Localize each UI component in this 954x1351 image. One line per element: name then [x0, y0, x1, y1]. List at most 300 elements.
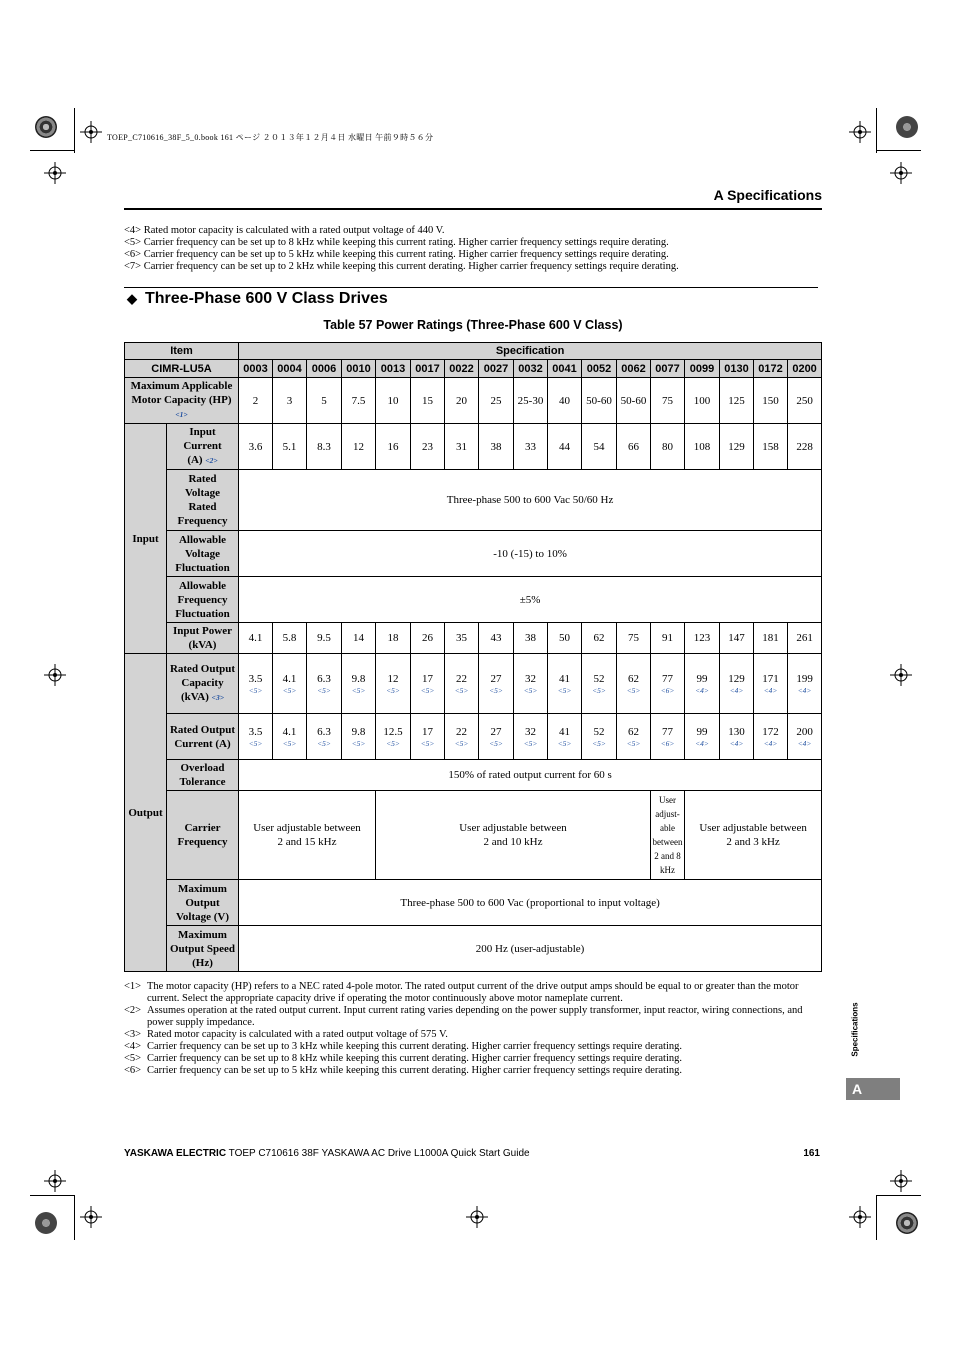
- footnote-ref: <5>: [557, 686, 572, 695]
- cell-value: 12: [387, 673, 399, 685]
- cell-value: 181: [762, 632, 779, 644]
- cell-value: 91: [662, 632, 673, 644]
- model-code: 0027: [479, 360, 514, 378]
- output-current-label: Rated Output Current (A): [167, 714, 239, 760]
- footnote-text: Carrier frequency can be set up to 5 kHz while keeping this current derating. Higher carrier frequency settings require derating.: [147, 1065, 682, 1076]
- cell-value: 22: [456, 726, 467, 738]
- motor-capacity-cell: [479, 378, 514, 424]
- cell-value: 50-60: [620, 394, 647, 407]
- note-line: <4> Rated motor capacity is calculated with a rated output voltage of 440 V.: [124, 225, 445, 236]
- footnote-text: Assumes operation at the rated output current. Input current rating varies depending on the power supply transformer, input reactor, wiring connections, and power supply impedance.: [147, 1005, 803, 1028]
- model-code: 0004: [273, 360, 307, 378]
- output-current-cell: [307, 714, 342, 760]
- cell-value: 33: [525, 440, 536, 453]
- cell-value: 27: [490, 673, 502, 685]
- section-header: A Specifications: [713, 187, 822, 203]
- footnote-ref: <5>: [626, 686, 641, 695]
- footer-doc: TOEP C710616 38F YASKAWA AC Drive L1000A Quick Start Guide: [228, 1148, 530, 1159]
- output-current-cell: [273, 714, 307, 760]
- motor-capacity-cell: [651, 378, 685, 424]
- footnote-ref: <6>: [660, 686, 675, 695]
- input-current-cell: [617, 424, 651, 470]
- footnote-tag: <6>: [124, 1065, 142, 1076]
- cell-value: 5: [321, 394, 327, 407]
- input-power-cell: [548, 623, 582, 654]
- cell-value: 62: [628, 673, 639, 685]
- cell-value: 41: [559, 726, 570, 738]
- footnote-ref: <5>: [454, 739, 469, 748]
- input-power-label: Input Power (kVA): [167, 623, 239, 654]
- output-current-cell: [788, 714, 822, 760]
- chapter-tab: A: [846, 1078, 900, 1100]
- cell-value: 4.1: [282, 726, 297, 738]
- footnote-ref: <1>: [175, 410, 188, 419]
- voltage-fluctuation-label: Allowable Voltage Fluctuation: [167, 531, 239, 577]
- cell-value: 25: [490, 394, 502, 407]
- input-current-cell: [479, 424, 514, 470]
- footnote-ref: <5>: [626, 739, 641, 748]
- cell-value: 35: [456, 632, 467, 644]
- cell-value: 4.1: [248, 632, 263, 644]
- cell-value: 50-60: [586, 394, 612, 407]
- model-code: 0006: [307, 360, 342, 378]
- cell-value: 10: [387, 394, 399, 407]
- footnote-ref: <5>: [420, 739, 435, 748]
- cell-value: 77: [662, 673, 673, 685]
- cell-value: 26: [422, 632, 433, 644]
- output-current-cell: [445, 714, 479, 760]
- cell-value: 150: [762, 394, 779, 407]
- crop-mark: [876, 108, 877, 153]
- model-code: 0130: [720, 360, 754, 378]
- output-current-cell: [582, 714, 617, 760]
- cell-value: 25-30: [517, 394, 544, 407]
- output-current-cell: [376, 714, 411, 760]
- model-code: 0099: [685, 360, 720, 378]
- output-current-cell: [548, 714, 582, 760]
- footnote: [124, 1053, 824, 1065]
- page-number: 161: [803, 1148, 820, 1159]
- cell-value: 6.3: [317, 726, 331, 738]
- header-rule: [124, 208, 822, 210]
- output-current-cell: [342, 714, 376, 760]
- frequency-fluctuation-label: Allowable Frequency Fluctuation: [167, 577, 239, 623]
- color-bar-disc: [896, 116, 918, 138]
- output-capacity-cell: [582, 654, 617, 714]
- cell-value: 5.8: [282, 632, 297, 644]
- cell-value: 75: [628, 632, 639, 644]
- cell-value: 77: [662, 726, 673, 738]
- footnote-ref: <5>: [351, 686, 366, 695]
- footnote-ref: <5>: [248, 686, 263, 695]
- motor-capacity-cell: [754, 378, 788, 424]
- input-power-cell: [479, 623, 514, 654]
- footnote-ref: <2>: [205, 456, 218, 465]
- footnote-ref: <5>: [592, 686, 606, 695]
- cell-value: 40: [559, 394, 570, 407]
- output-current-cell: [411, 714, 445, 760]
- input-group-label: Input: [125, 424, 167, 654]
- note-line: <6> Carrier frequency can be set up to 5 kHz while keeping this current rating. Higher carrier frequency settings require derating.: [124, 249, 669, 260]
- model-code: 0172: [754, 360, 788, 378]
- cell-value: 199: [796, 673, 813, 685]
- model-code: 0062: [617, 360, 651, 378]
- carrier-range-text: User adjustable between: [459, 822, 567, 834]
- footnote-tag: <2>: [124, 1005, 142, 1016]
- cell-value: 172: [762, 726, 779, 738]
- page-footer: [124, 1148, 820, 1159]
- registration-target-icon: [890, 664, 912, 686]
- output-capacity-cell: [307, 654, 342, 714]
- registration-target-icon: [849, 1206, 871, 1228]
- cell-value: 3.5: [248, 726, 263, 738]
- crop-mark: [876, 1195, 921, 1196]
- table-caption: Table 57 Power Ratings (Three-Phase 600 V Class): [323, 318, 623, 332]
- footnote-tag: <1>: [124, 981, 142, 992]
- diamond-bullet-icon: ◆: [127, 291, 137, 306]
- row-label: Rated Frequency: [177, 501, 228, 527]
- input-current-cell: [307, 424, 342, 470]
- footnote-ref: <5>: [317, 739, 331, 748]
- cell-value: 8.3: [317, 440, 331, 453]
- footnote-ref: <5>: [420, 686, 435, 695]
- cell-value: 66: [628, 440, 639, 453]
- input-current-cell: [411, 424, 445, 470]
- input-power-cell: [617, 623, 651, 654]
- footnote-ref: <5>: [282, 686, 297, 695]
- input-power-cell: [342, 623, 376, 654]
- output-capacity-cell: [685, 654, 720, 714]
- footnote-ref: <5>: [282, 739, 297, 748]
- cell-value: 2: [252, 394, 259, 407]
- cell-value: 108: [693, 440, 711, 453]
- footnotes: [124, 981, 824, 1077]
- footnote-tag: <3>: [124, 1029, 142, 1040]
- input-current-cell: [514, 424, 548, 470]
- output-capacity-cell: [411, 654, 445, 714]
- cell-value: 14: [353, 632, 364, 644]
- cell-value: 50: [559, 632, 570, 644]
- output-current-cell: [685, 714, 720, 760]
- cell-value: 32: [525, 726, 536, 738]
- motor-capacity-cell: [514, 378, 548, 424]
- note-line: <7> Carrier frequency can be set up to 2 kHz while keeping this current derating. Higher carrier frequency settings require derating.: [124, 261, 679, 272]
- output-capacity-cell: [720, 654, 754, 714]
- row-label: Maximum Applicable Motor Capacity (HP): [130, 380, 233, 406]
- cell-value: 250: [796, 394, 813, 407]
- cell-value: 75: [662, 394, 673, 407]
- input-power-cell: [651, 623, 685, 654]
- input-current-label: [167, 424, 239, 470]
- row-label: Rated Voltage: [184, 473, 221, 499]
- output-capacity-cell: [514, 654, 548, 714]
- model-code: 0032: [514, 360, 548, 378]
- crop-mark: [30, 1195, 75, 1196]
- cell-value: 22: [456, 673, 467, 685]
- input-power-cell: [754, 623, 788, 654]
- cell-value: 228: [796, 440, 813, 453]
- motor-capacity-cell: [617, 378, 651, 424]
- footnote: [124, 1005, 824, 1029]
- footnote-ref: <5>: [386, 686, 400, 695]
- output-current-cell: [754, 714, 788, 760]
- motor-capacity-cell: [582, 378, 617, 424]
- model-code: 0200: [788, 360, 822, 378]
- color-bar-disc: [896, 1212, 918, 1234]
- cell-value: 123: [693, 632, 711, 644]
- cell-value: 147: [728, 632, 745, 644]
- cell-value: 44: [559, 440, 570, 453]
- output-current-cell: [720, 714, 754, 760]
- footnote-ref: <5>: [248, 739, 263, 748]
- input-power-cell: [514, 623, 548, 654]
- cell-value: 7.5: [351, 394, 366, 407]
- cell-value: 80: [662, 440, 673, 453]
- cell-value: 125: [728, 394, 745, 407]
- rated-voltage-label: [167, 470, 239, 531]
- color-bar-disc: [35, 116, 57, 138]
- footnote-ref: <4>: [763, 739, 778, 748]
- registration-target-icon: [44, 162, 66, 184]
- carrier-range-2-15: [239, 791, 376, 880]
- color-bar-disc: [35, 1212, 57, 1234]
- spec-header: Specification: [239, 343, 822, 360]
- section-title: [127, 290, 388, 308]
- crop-mark: [30, 150, 75, 151]
- footnote: [124, 1065, 824, 1077]
- input-current-cell: [685, 424, 720, 470]
- cell-value: 62: [628, 726, 639, 738]
- registration-target-icon: [890, 1170, 912, 1192]
- carrier-range-text: kHz: [660, 865, 675, 875]
- registration-target-icon: [80, 121, 102, 143]
- motor-capacity-cell: [376, 378, 411, 424]
- cell-value: 5.1: [282, 440, 297, 453]
- cell-value: 38: [525, 632, 536, 644]
- input-power-cell: [720, 623, 754, 654]
- carrier-range-text: User adjustable between: [253, 822, 361, 834]
- crop-mark: [74, 1195, 75, 1240]
- item-header: Item: [125, 343, 239, 360]
- carrier-range-text: 2 and 10 kHz: [483, 836, 543, 848]
- output-current-cell: [479, 714, 514, 760]
- input-current-cell: [548, 424, 582, 470]
- model-code: 0003: [239, 360, 273, 378]
- crop-mark: [74, 108, 75, 153]
- carrier-range-text: User adjustable between: [699, 822, 807, 834]
- cell-value: 3.5: [248, 673, 263, 685]
- footnote: [124, 981, 824, 1005]
- cell-value: 100: [693, 394, 711, 407]
- output-group-label: Output: [125, 654, 167, 972]
- motor-capacity-cell: [307, 378, 342, 424]
- input-power-cell: [445, 623, 479, 654]
- cell-value: 17: [422, 726, 433, 738]
- input-current-cell: [342, 424, 376, 470]
- cell-value: 99: [696, 673, 708, 685]
- footnote-tag: <5>: [124, 1053, 142, 1064]
- voltage-fluctuation-value: -10 (-15) to 10%: [239, 531, 822, 577]
- output-capacity-cell: [342, 654, 376, 714]
- cell-value: 23: [422, 440, 433, 453]
- print-meta-line: TOEP_C710616_38F_5_0.book 161 ページ ２０１３年１２月４日 水曜日 午前９時５６分: [107, 133, 434, 142]
- top-notes: [124, 225, 679, 273]
- input-current-cell: [582, 424, 617, 470]
- motor-capacity-cell: [273, 378, 307, 424]
- model-code: 0010: [342, 360, 376, 378]
- model-code: 0077: [651, 360, 685, 378]
- input-power-cell: [685, 623, 720, 654]
- row-label: Rated Output Capacity (kVA): [169, 663, 236, 703]
- footnote-ref: <5>: [523, 686, 538, 695]
- carrier-range-text: able: [660, 823, 675, 833]
- output-capacity-cell: [273, 654, 307, 714]
- output-current-cell: [514, 714, 548, 760]
- cell-value: 158: [762, 440, 779, 453]
- overload-label: Overload Tolerance: [167, 760, 239, 791]
- cell-value: 6.3: [317, 673, 331, 685]
- footnote-ref: <5>: [592, 739, 606, 748]
- input-power-cell: [307, 623, 342, 654]
- motor-capacity-cell: [239, 378, 273, 424]
- footnote-text: Carrier frequency can be set up to 8 kHz while keeping this current derating. Higher carrier frequency settings require derating.: [147, 1053, 682, 1064]
- registration-target-icon: [890, 162, 912, 184]
- cell-value: 200: [796, 726, 813, 738]
- carrier-range-text: 2 and 3 kHz: [726, 836, 780, 848]
- registration-target-icon: [44, 664, 66, 686]
- footnote-ref: <5>: [557, 739, 572, 748]
- registration-target-icon: [80, 1206, 102, 1228]
- carrier-range-text: between: [652, 837, 683, 847]
- input-power-cell: [239, 623, 273, 654]
- input-power-cell: [788, 623, 822, 654]
- footnote-text: The motor capacity (HP) refers to a NEC rated 4-pole motor. The rated output current of the drive output amps should be equal to or greater than the motor current. Select the appropriate capacity drive if operating the motor continuously above motor nameplate current.: [147, 981, 799, 1004]
- model-code: 0052: [582, 360, 617, 378]
- input-current-cell: [754, 424, 788, 470]
- carrier-frequency-label: Carrier Frequency: [167, 791, 239, 880]
- output-current-cell: [239, 714, 273, 760]
- cell-value: 38: [490, 440, 502, 453]
- cell-value: 12: [353, 440, 364, 453]
- output-capacity-cell: [754, 654, 788, 714]
- registration-target-icon: [466, 1206, 488, 1228]
- cell-value: 3: [286, 394, 293, 407]
- side-tab-text: Specifications: [850, 1002, 860, 1057]
- cell-value: 16: [387, 440, 399, 453]
- input-current-cell: [720, 424, 754, 470]
- output-capacity-cell: [239, 654, 273, 714]
- crop-mark: [876, 150, 921, 151]
- footnote-tag: <4>: [124, 1041, 142, 1052]
- note-line: <5> Carrier frequency can be set up to 8 kHz while keeping this current rating. Higher carrier frequency settings require derating.: [124, 237, 669, 248]
- cell-value: 9.8: [351, 673, 366, 685]
- output-capacity-cell: [479, 654, 514, 714]
- input-current-cell: [376, 424, 411, 470]
- cell-value: 9.5: [317, 632, 331, 644]
- footnote-ref: <5>: [386, 739, 400, 748]
- carrier-range-2-3: [685, 791, 822, 880]
- output-current-cell: [651, 714, 685, 760]
- carrier-range-2-10: [376, 791, 651, 880]
- carrier-range-text: adjust-: [655, 809, 680, 819]
- output-capacity-cell: [651, 654, 685, 714]
- max-output-voltage-value: Three-phase 500 to 600 Vac (proportional to input voltage): [239, 880, 822, 926]
- max-output-speed-value: 200 Hz (user-adjustable): [239, 926, 822, 972]
- output-capacity-cell: [617, 654, 651, 714]
- cell-value: 261: [796, 632, 813, 644]
- input-current-cell: [239, 424, 273, 470]
- motor-capacity-label: [125, 378, 239, 424]
- footnote-ref: <4>: [695, 686, 709, 695]
- input-power-cell: [273, 623, 307, 654]
- motor-capacity-cell: [411, 378, 445, 424]
- cell-value: 130: [728, 726, 745, 738]
- cell-value: 32: [525, 673, 536, 685]
- max-output-speed-label: Maximum Output Speed (Hz): [167, 926, 239, 972]
- cell-value: 17: [422, 673, 433, 685]
- cell-value: 9.8: [351, 726, 366, 738]
- registration-target-icon: [44, 1170, 66, 1192]
- cell-value: 27: [490, 726, 502, 738]
- section-rule: [124, 287, 818, 288]
- cell-value: 15: [422, 394, 433, 407]
- cell-value: 31: [456, 440, 467, 453]
- footnote-ref: <4>: [797, 739, 812, 748]
- cell-value: 43: [490, 632, 502, 644]
- section-title-text: Three-Phase 600 V Class Drives: [145, 290, 388, 307]
- footnote-text: Carrier frequency can be set up to 3 kHz while keeping this current derating. Higher carrier frequency settings require derating.: [147, 1041, 682, 1052]
- footnote-ref: <4>: [797, 686, 812, 695]
- cell-value: 20: [456, 394, 467, 407]
- carrier-range-2-8: [651, 791, 685, 880]
- footnote-ref: <4>: [729, 739, 744, 748]
- input-power-cell: [582, 623, 617, 654]
- cell-value: 18: [387, 632, 399, 644]
- cell-value: 4.1: [282, 673, 297, 685]
- cell-value: 171: [762, 673, 779, 685]
- carrier-range-text: 2 and 8: [654, 851, 681, 861]
- motor-capacity-cell: [720, 378, 754, 424]
- footnote-ref: <5>: [523, 739, 538, 748]
- motor-capacity-cell: [342, 378, 376, 424]
- rated-voltage-value: Three-phase 500 to 600 Vac 50/60 Hz: [239, 470, 822, 531]
- input-current-cell: [273, 424, 307, 470]
- motor-capacity-cell: [685, 378, 720, 424]
- model-code: 0017: [411, 360, 445, 378]
- crop-mark: [876, 1195, 877, 1240]
- footnote-ref: <5>: [489, 686, 503, 695]
- registration-target-icon: [849, 121, 871, 143]
- side-tab-label: [843, 1000, 865, 1070]
- input-power-cell: [411, 623, 445, 654]
- cell-value: 52: [593, 726, 605, 738]
- output-capacity-cell: [548, 654, 582, 714]
- motor-capacity-cell: [548, 378, 582, 424]
- output-capacity-cell: [376, 654, 411, 714]
- footnote-ref: <5>: [454, 686, 469, 695]
- cell-value: 12.5: [383, 726, 403, 738]
- footnote-ref: <5>: [351, 739, 366, 748]
- frequency-fluctuation-value: ±5%: [239, 577, 822, 623]
- power-ratings-table: [124, 342, 822, 972]
- cell-value: 99: [696, 726, 708, 738]
- footnote-ref: <6>: [660, 739, 675, 748]
- footnote-ref: <3>: [211, 693, 224, 702]
- output-capacity-cell: [788, 654, 822, 714]
- footnote: [124, 1029, 824, 1041]
- carrier-range-text: 2 and 15 kHz: [277, 836, 337, 848]
- output-capacity-cell: [445, 654, 479, 714]
